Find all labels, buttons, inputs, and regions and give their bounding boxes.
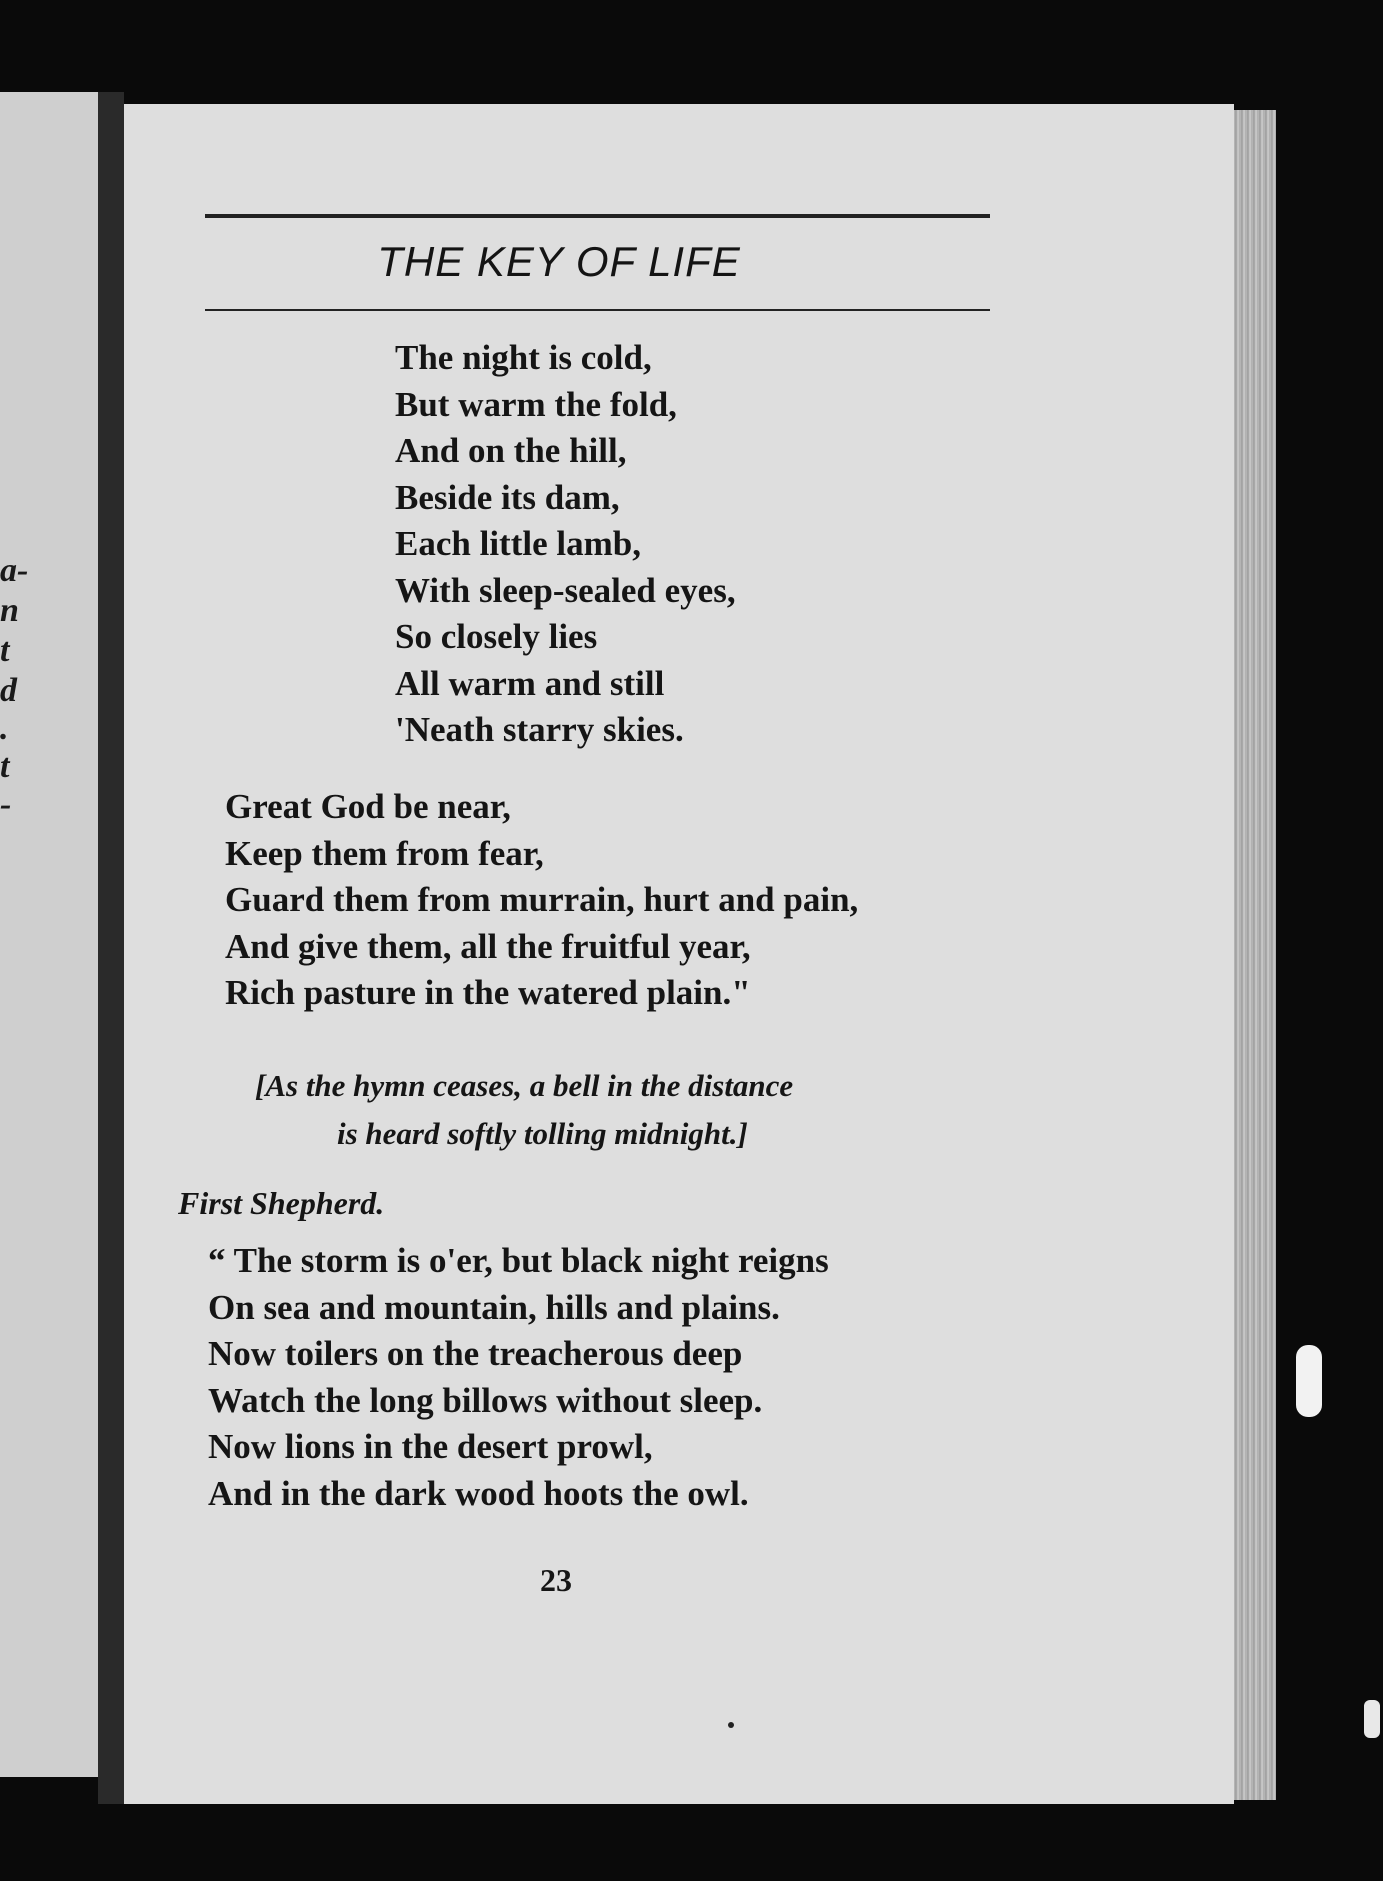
verse-line: But warm the fold,: [395, 384, 677, 424]
page-clip-mark: [1364, 1700, 1380, 1738]
verse-line: So closely lies: [395, 617, 598, 656]
verse-line: The night is cold,: [395, 338, 652, 377]
verse-line: 'Neath starry skies.: [395, 710, 684, 749]
speech-line: “ The storm is o'er, but black night reigns: [208, 1241, 829, 1280]
verse-line: Each little lamb,: [395, 524, 641, 563]
verse-line: Beside its dam,: [395, 477, 620, 517]
stage-direction-open-bracket: [: [255, 1068, 266, 1103]
speech: [208, 1238, 829, 1517]
page-edges: [1234, 110, 1276, 1800]
facing-page-fragment: .: [0, 710, 9, 747]
facing-page-fragment: -: [0, 786, 12, 823]
header-rule-top: [205, 214, 990, 218]
stanza-1: [395, 335, 736, 754]
facing-page-fragment: a-: [0, 552, 29, 589]
verse-line: And on the hill,: [395, 431, 627, 470]
speech-line: And in the dark wood hoots the owl.: [208, 1473, 749, 1513]
page-clip-mark: [1296, 1345, 1322, 1417]
facing-page-fragment: n: [0, 592, 19, 629]
book-gutter: [98, 92, 124, 1804]
verse-line: Guard them from murrain, hurt and pain,: [225, 880, 859, 919]
verse-line: And give them, all the fruitful year,: [225, 926, 751, 966]
verse-line: All warm and still: [395, 663, 665, 703]
speech-line: Watch the long billows without sleep.: [208, 1380, 763, 1420]
speech-line: Now toilers on the treacherous deep: [208, 1334, 743, 1373]
verse-line: Keep them from fear,: [225, 833, 544, 873]
stage-direction-close-bracket: ]: [737, 1116, 748, 1151]
facing-page-fragment: t: [0, 632, 10, 669]
facing-page-edge: [0, 92, 98, 1777]
page-number: 23: [540, 1562, 572, 1598]
facing-page-fragment: d: [0, 672, 17, 709]
speech-line: On sea and mountain, hills and plains.: [208, 1287, 780, 1327]
verse-line: Rich pasture in the watered plain.": [225, 973, 751, 1012]
running-head-text: THE KEY OF LIFE: [377, 238, 741, 285]
stage-direction: [255, 1062, 975, 1158]
header-rule-bottom: [205, 309, 990, 311]
speech-line: Now lions in the desert prowl,: [208, 1427, 653, 1466]
stage-direction-line-1: As the hymn ceases, a bell in the distance: [265, 1068, 794, 1103]
stanza-2: [225, 784, 858, 1017]
running-head: [124, 238, 1234, 286]
speaker-name: First Shepherd.: [178, 1185, 385, 1221]
verse-line: With sleep-sealed eyes,: [395, 570, 736, 610]
verse-line: Great God be near,: [225, 787, 511, 826]
ink-speck: [728, 1722, 734, 1728]
facing-page-fragment: t: [0, 748, 10, 785]
stage-direction-line-2: is heard softly tolling midnight.: [337, 1116, 738, 1151]
